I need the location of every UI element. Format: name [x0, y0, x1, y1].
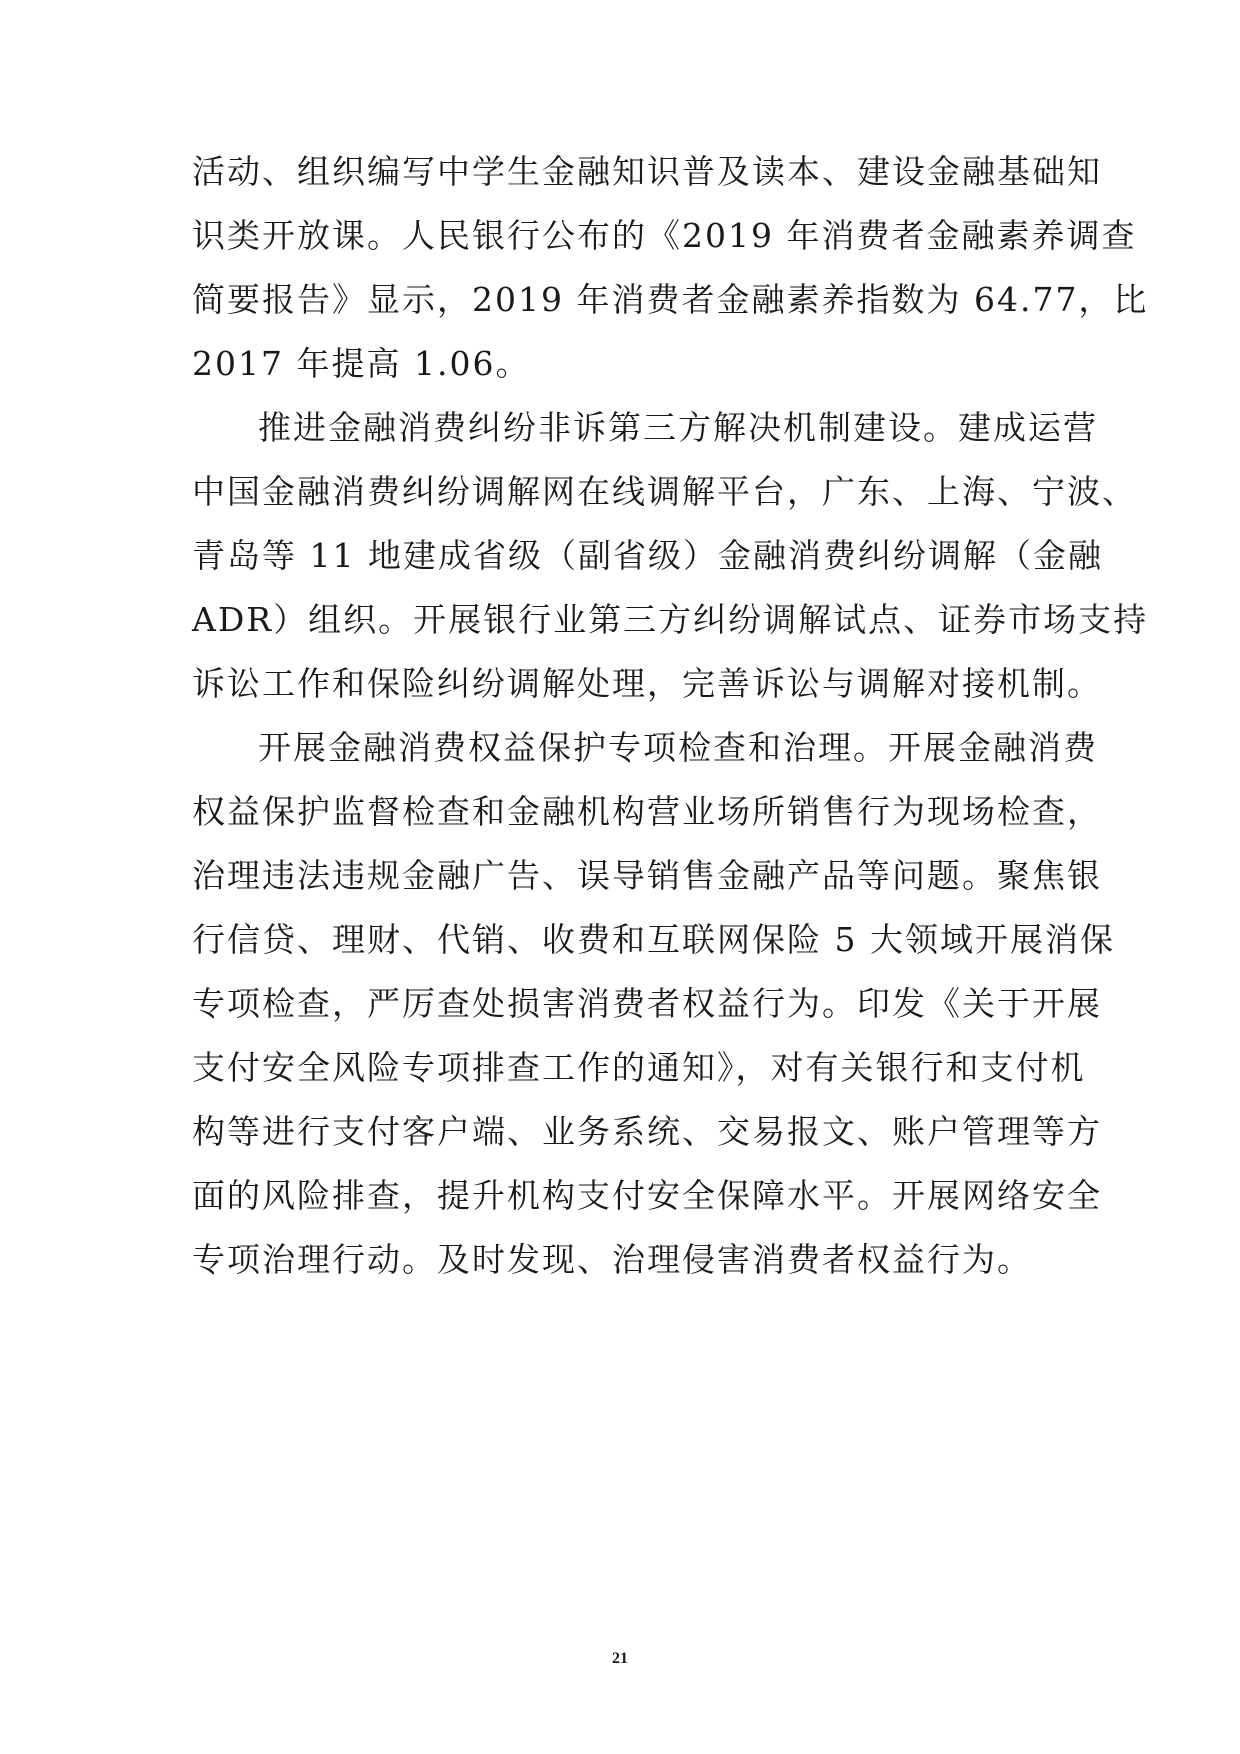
text-line: 治理违法违规金融广告、误导销售金融产品等问题。聚焦银	[192, 856, 1102, 895]
text-line: 2017 年提高 1.06。	[192, 344, 531, 383]
text-line: 推进金融消费纠纷非诉第三方解决机制建设。建成运营	[258, 408, 1098, 447]
text-line: 构等进行支付客户端、业务系统、交易报文、账户管理等方	[192, 1112, 1102, 1151]
text-line: 简要报告》显示，2019 年消费者金融素养指数为 64.77，比	[192, 280, 1149, 319]
text-line: 专项治理行动。及时发现、治理侵害消费者权益行为。	[192, 1240, 1032, 1279]
body-text	[192, 140, 1149, 1292]
text-line: 活动、组织编写中学生金融知识普及读本、建设金融基础知	[192, 152, 1102, 191]
paragraph-special-inspection	[192, 716, 1115, 1292]
paragraph-financial-literacy	[192, 140, 1149, 396]
text-line: 中国金融消费纠纷调解网在线调解平台，广东、上海、宁波、	[192, 472, 1137, 511]
text-line: 开展金融消费权益保护专项检查和治理。开展金融消费	[258, 728, 1098, 767]
text-line: 面的风险排查，提升机构支付安全保障水平。开展网络安全	[192, 1176, 1102, 1215]
page-number: 21	[612, 1650, 628, 1667]
paragraph-dispute-resolution	[192, 396, 1149, 716]
text-line: 行信贷、理财、代销、收费和互联网保险 5 大领域开展消保	[192, 920, 1115, 959]
text-line: ADR）组织。开展银行业第三方纠纷调解试点、证券市场支持	[192, 600, 1149, 639]
text-line: 识类开放课。人民银行公布的《2019 年消费者金融素养调查	[192, 216, 1137, 255]
text-line: 专项检查，严厉查处损害消费者权益行为。印发《关于开展	[192, 984, 1102, 1023]
text-line: 权益保护监督检查和金融机构营业场所销售行为现场检查，	[192, 792, 1102, 831]
text-line: 诉讼工作和保险纠纷调解处理，完善诉讼与调解对接机制。	[192, 664, 1102, 703]
text-line: 青岛等 11 地建成省级（副省级）金融消费纠纷调解（金融	[192, 536, 1103, 575]
text-line: 支付安全风险专项排查工作的通知》，对有关银行和支付机	[192, 1048, 1086, 1087]
